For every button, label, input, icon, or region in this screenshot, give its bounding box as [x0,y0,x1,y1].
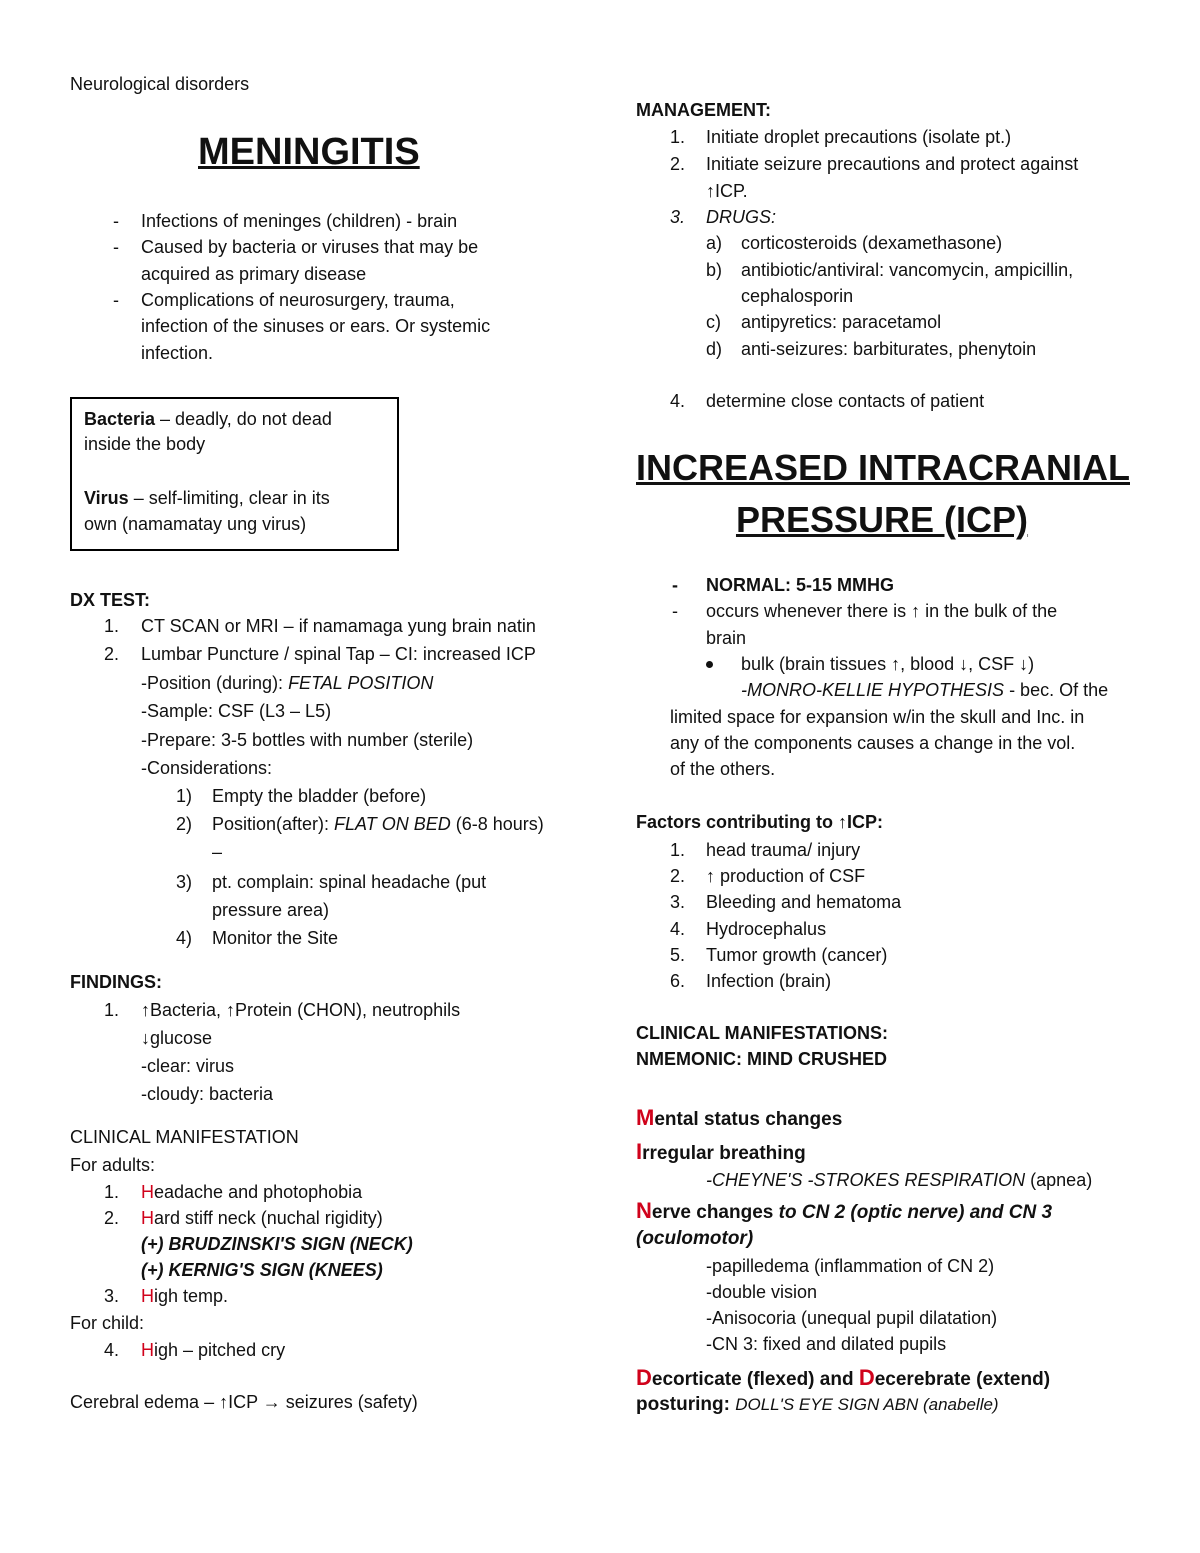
list-number: 4. [670,919,686,939]
mnemonic-letter: H [141,1340,154,1360]
text: igh temp. [154,1286,229,1306]
meningitis-title: MENINGITIS [198,131,420,173]
text-bold: posturing: [636,1394,736,1415]
cm-mnemonic: NMEMONIC: MIND CRUSHED [636,1049,887,1069]
nerve-sign: -CN 3: fixed and dilated pupils [706,1334,947,1354]
cm-heading: CLINICAL MANIFESTATIONS: [636,1023,888,1043]
list-number: 3. [670,892,686,912]
list-number: 1. [104,1182,120,1202]
nerve-sign: -papilledema (inflammation of CN 2) [706,1256,995,1276]
mnemonic-d [636,1365,1050,1391]
bacteria-line-2: inside the body [84,434,206,454]
manifestation-item [141,1286,228,1307]
value: FETAL POSITION [288,673,434,693]
factor-item: Infection (brain) [706,971,832,991]
cheyne-strokes [706,1170,1092,1191]
list-number: 1) [176,786,193,806]
drug-item: corticosteroids (dexamethasone) [741,233,1003,253]
drug-item: anti-seizures: barbiturates, phenytoin [741,339,1037,359]
list-number: 2. [670,866,686,886]
clinical-heading: CLINICAL MANIFESTATION [70,1127,299,1147]
drugs-label: DRUGS: [706,207,777,227]
dx-item: Lumbar Puncture / spinal Tap – CI: increased ICP [141,644,536,664]
bullet-text: Caused by bacteria or viruses that may be [141,237,479,257]
list-number: 3) [176,872,193,892]
list-number: 2. [670,154,686,174]
dx-sample: -Sample: CSF (L3 – L5) [141,701,332,721]
list-number: 2) [176,814,193,834]
factor-item: head trauma/ injury [706,840,861,860]
text: eadache and photophobia [154,1182,363,1202]
list-number: 1. [104,616,120,636]
dash: – [212,842,223,862]
consideration-item [212,814,544,835]
cerebral-edema-note: Cerebral edema – ↑ICP → seizures (safety) [70,1392,418,1412]
document-title: Neurological disorders [70,74,250,94]
icp-explanation: of the others. [670,759,776,779]
dx-heading: DX TEST: [70,590,151,610]
management-item: determine close contacts of patient [706,391,985,411]
mnemonic-i [636,1139,806,1165]
mnemonic-letter: H [141,1182,154,1202]
text-italic: -CHEYNE'S -STROKES RESPIRATION [706,1170,1026,1190]
list-letter: a) [706,233,723,253]
manifestation-item [141,1340,285,1361]
finding-item: -clear: virus [141,1056,235,1076]
bacteria-term: Bacteria [84,409,156,429]
bacteria-desc: – deadly, do not dead [155,409,332,429]
dx-position [141,673,433,694]
text: ental status changes [654,1109,843,1130]
consideration-item: Monitor the Site [212,928,339,948]
text-italic: to CN 2 (optic nerve) and CN 3 [778,1202,1053,1223]
text: igh – pitched cry [154,1340,286,1360]
finding-item: ↓glucose [141,1028,213,1048]
nerve-sign: -Anisocoria (unequal pupil dilatation) [706,1308,998,1328]
management-item: Initiate droplet precautions (isolate pt.) [706,127,1012,147]
management-item: ↑ICP. [706,181,748,201]
mnemonic-n-cont: (oculomotor) [636,1228,754,1249]
text: ecorticate (flexed) and [651,1369,859,1390]
mnemonic-letter: H [141,1286,154,1306]
manifestation-item [141,1208,383,1229]
kernig-sign: (+) KERNIG'S SIGN (KNEES) [141,1260,383,1280]
mnemonic-m [636,1105,842,1131]
list-letter: d) [706,339,723,359]
bullet-dash: - [113,211,119,231]
label: -Position (during): [141,673,289,693]
factor-item: ↑ production of CSF [706,866,866,886]
for-child: For child: [70,1313,145,1333]
dx-prepare: -Prepare: 3-5 bottles with number (sterile) [141,730,474,750]
hypothesis-name: -MONRO-KELLIE HYPOTHESIS [741,680,1005,700]
dash: - [672,601,678,621]
factor-item: Hydrocephalus [706,919,827,939]
icp-occurs: occurs whenever there is ↑ in the bulk of the [706,601,1058,621]
text-italic: FLAT ON BED [334,814,451,834]
icp-explanation: limited space for expansion w/in the skull and Inc. in [670,707,1085,727]
dx-item: CT SCAN or MRI – if namamaga yung brain natin [141,616,536,636]
list-number: 3. [670,207,686,227]
icp-occurs-2: brain [706,628,747,648]
list-number: 4) [176,928,193,948]
icp-bulk: bulk (brain tissues ↑, blood ↓, CSF ↓) [741,654,1035,674]
text: - bec. Of the [1004,680,1109,700]
icp-title-line1: INCREASED INTRACRANIAL [636,447,1130,488]
for-adults: For adults: [70,1155,156,1175]
manifestation-item [141,1182,362,1203]
icp-title-line2: PRESSURE (ICP) [735,499,1029,540]
list-number: 1. [104,1000,120,1020]
mnemonic-letter: D [636,1365,652,1390]
virus-line-2: own (namamatay ung virus) [84,514,307,534]
mnemonic-letter: I [636,1139,643,1164]
text: ard stiff neck (nuchal rigidity) [154,1208,383,1228]
consideration-item: pt. complain: spinal headache (put [212,872,487,892]
posturing-line [636,1394,999,1416]
mnemonic-n [636,1198,1052,1224]
bullet-dash: - [113,237,119,257]
dx-considerations: -Considerations: [141,758,273,778]
management-item: Initiate seizure precautions and protect against [706,154,1079,174]
icp-explanation: any of the components causes a change in the vol. [670,733,1076,753]
icp-normal: NORMAL: 5-15 MMHG [706,575,894,595]
list-number: 3. [104,1286,120,1306]
bacteria-line [84,409,332,430]
text: ecerebrate (extend) [874,1369,1051,1390]
nerve-sign: -double vision [706,1282,818,1302]
list-number: 2. [104,644,120,664]
drug-item: antibiotic/antiviral: vancomycin, ampicillin, [741,260,1074,280]
findings-heading: FINDINGS: [70,972,162,992]
dash: - [672,575,678,595]
list-number: 5. [670,945,686,965]
list-number: 4. [670,391,686,411]
brudzinski-sign: (+) BRUDZINSKI'S SIGN (NECK) [141,1234,413,1254]
list-number: 4. [104,1340,120,1360]
bullet-dot [706,661,713,668]
finding-item: -cloudy: bacteria [141,1084,274,1104]
management-heading: MANAGEMENT: [636,100,771,120]
virus-term: Virus [84,488,129,508]
drug-item: antipyretics: paracetamol [741,312,942,332]
mnemonic-letter: D [858,1365,875,1390]
list-number: 1. [670,840,686,860]
list-number: 1. [670,127,686,147]
virus-desc: – self-limiting, clear in its [128,488,330,508]
bullet-text: Infections of meninges (children) - brain [141,211,458,231]
bullet-text: acquired as primary disease [141,264,367,284]
text: (6-8 hours) [450,814,544,834]
finding-item: ↑Bacteria, ↑Protein (CHON), neutrophils [141,1000,461,1020]
bullet-text: infection of the sinuses or ears. Or systemic [141,316,491,336]
factors-heading: Factors contributing to ↑ICP: [636,812,883,832]
consideration-item: pressure area) [212,900,330,920]
mnemonic-letter: N [636,1198,652,1223]
text-italic: DOLL'S EYE SIGN ABN (anabelle) [735,1395,999,1414]
consideration-item: Empty the bladder (before) [212,786,427,806]
virus-line [84,488,330,509]
mnemonic-letter: H [141,1208,154,1228]
monro-kellie [741,680,1108,701]
mnemonic-letter: M [636,1105,655,1130]
text: rregular breathing [642,1143,806,1164]
factor-item: Tumor growth (cancer) [706,945,888,965]
list-letter: c) [706,312,721,332]
bullet-dash: - [113,290,119,310]
drug-item: cephalosporin [741,286,854,306]
bullet-text: infection. [141,343,214,363]
text: (apnea) [1025,1170,1093,1190]
bullet-text: Complications of neurosurgery, trauma, [141,290,455,310]
text: erve changes [651,1202,779,1223]
list-number: 2. [104,1208,120,1228]
list-number: 6. [670,971,686,991]
text: Position(after): [212,814,335,834]
factor-item: Bleeding and hematoma [706,892,902,912]
list-letter: b) [706,260,723,280]
